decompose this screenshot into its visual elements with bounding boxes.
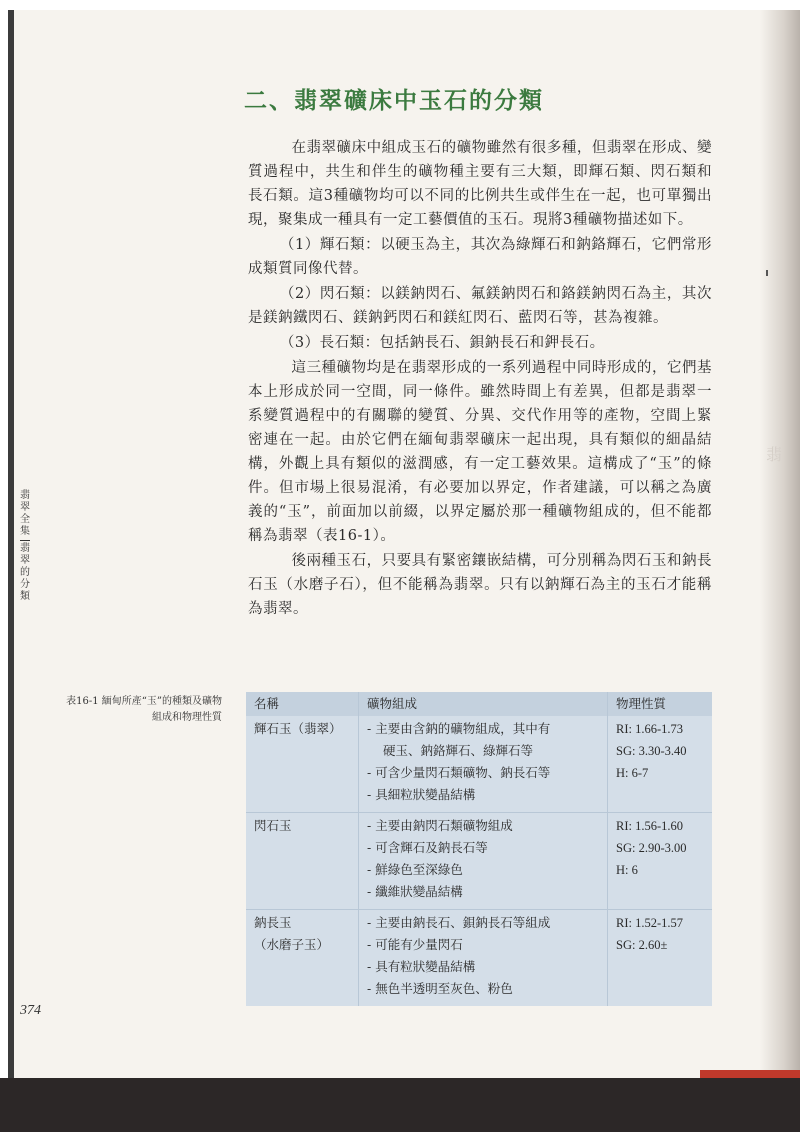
chapter-title-vertical: 翡翠的分類 [20,543,30,602]
page-number: 374 [20,1003,41,1018]
page-spine-shadow [760,10,800,1078]
mineral-line: - 鮮綠色至深綠色 [367,862,463,877]
cell-properties [608,813,713,910]
jade-name: 閃石玉 [254,818,292,833]
cell-properties [608,910,713,1007]
paragraph-feldspar: （3）長石類：包括鈉長石、鋇鈉長石和鉀長石。 [279,335,605,351]
book-edge-accent [700,1070,800,1078]
property-ri: RI: 1.56-1.60 [616,819,684,833]
jade-name: 輝石玉（翡翠） [254,721,342,736]
mineral-line: - 具細粒狀變晶結構 [367,787,476,802]
paragraph-intro: 在翡翠礦床中組成玉石的礦物雖然有很多種，但翡翠在形成、變質過程中，共生和伴生的礦物種主要有三大類，即輝石類、閃石類和長石類。這3種礦物均可以不同的比例共生或伴生在一起，也可單獨出現，聚集成一種具有一定工藝價值的玉石。現將3種礦物描述如下。 [248,140,712,228]
body-text [248,136,712,622]
mineral-line: - 可含輝石及鈉長石等 [367,840,488,855]
section-heading: 二、翡翠礦床中玉石的分類 [244,88,544,114]
mineral-line: - 可能有少量閃石 [367,937,463,952]
mineral-line: - 主要由鈉長石、鋇鈉長石等組成 [367,915,551,930]
cell-minerals [359,910,608,1007]
book-title-vertical: 翡翠全集 [20,490,30,537]
paragraph-conclusion: 後兩種玉石，只要具有緊密鑲嵌結構，可分別稱為閃石玉和鈉長石玉（水磨子石），但不能稱為翡翠。只有以鈉輝石為主的玉石才能稱為翡翠。 [248,553,712,617]
table-row [246,910,712,1007]
mineral-line: - 主要由鈉閃石類礦物組成 [367,818,513,833]
table-row [246,716,712,813]
header-minerals: 礦物組成 [359,692,608,716]
paragraph-formation: 這三種礦物均是在翡翠形成的一系列過程中同時形成的，它們基本上形成於同一空間，同一條件。雖然時間上有差異，但都是翡翠一系變質過程中的有關聯的變質、分異、交代作用等的產物，空間上緊密連在一起。由於它們在緬甸翡翠礦床一起出現，具有類似的細晶結構，外觀上具有類似的滋潤感，有一定工藝效果。這構成了“玉”的條件。但市場上很易混淆，有必要加以界定，作者建議，可以稱之為廣義的“玉”，前面加以前綴，以界定屬於那一種礦物組成的，但不能都稱為翡翠（表16-1）。 [248,360,712,544]
paragraph-amphibole: （2）閃石類：以鎂鈉閃石、氟鎂鈉閃石和鉻鎂鈉閃石為主，其次是鎂鈉鐵閃石、鎂鈉鈣閃石和鎂紅閃石、藍閃石等，甚為複雜。 [248,286,712,326]
scan-bottom-border [0,1078,800,1132]
side-label-divider [20,540,30,541]
cell-name [246,910,359,1007]
mineral-line: - 具有粒狀變晶結構 [367,959,476,974]
cell-minerals [359,716,608,813]
header-properties: 物理性質 [608,692,713,716]
jade-classification-table [246,692,712,1006]
cell-minerals [359,813,608,910]
running-side-label [18,490,32,603]
mineral-line: 硬玉、鈉鉻輝石、綠輝石等 [383,743,534,758]
property-sg: SG: 2.90-3.00 [616,841,687,855]
cell-name [246,813,359,910]
table-caption: 表16-1 緬甸所產“玉”的種類及礦物組成和物理性質 [66,696,222,723]
property-sg: SG: 3.30-3.40 [616,744,687,758]
property-ri: RI: 1.66-1.73 [616,722,684,736]
mineral-line: - 主要由含鈉的礦物組成，其中有 [367,721,551,736]
jade-name: 鈉長玉 [254,915,292,930]
jade-name-alias: （水磨子玉） [254,937,330,952]
cell-properties [608,716,713,813]
table-row [246,813,712,910]
property-h: H: 6-7 [616,766,649,780]
property-sg: SG: 2.60± [616,938,668,952]
property-h: H: 6 [616,863,638,877]
mineral-line: - 纖維狀變晶結構 [367,884,463,899]
edge-mark [766,270,768,276]
bleed-through-char: 翡 [766,445,783,464]
header-name: 名稱 [246,692,359,716]
property-ri: RI: 1.52-1.57 [616,916,684,930]
table-header-row [246,692,712,716]
paragraph-pyroxene: （1）輝石類：以硬玉為主，其次為綠輝石和鈉鉻輝石，它們常形成類質同像代替。 [248,237,712,277]
mineral-line: - 無色半透明至灰色、粉色 [367,981,513,996]
cell-name [246,716,359,813]
mineral-line: - 可含少量閃石類礦物、鈉長石等 [367,765,551,780]
